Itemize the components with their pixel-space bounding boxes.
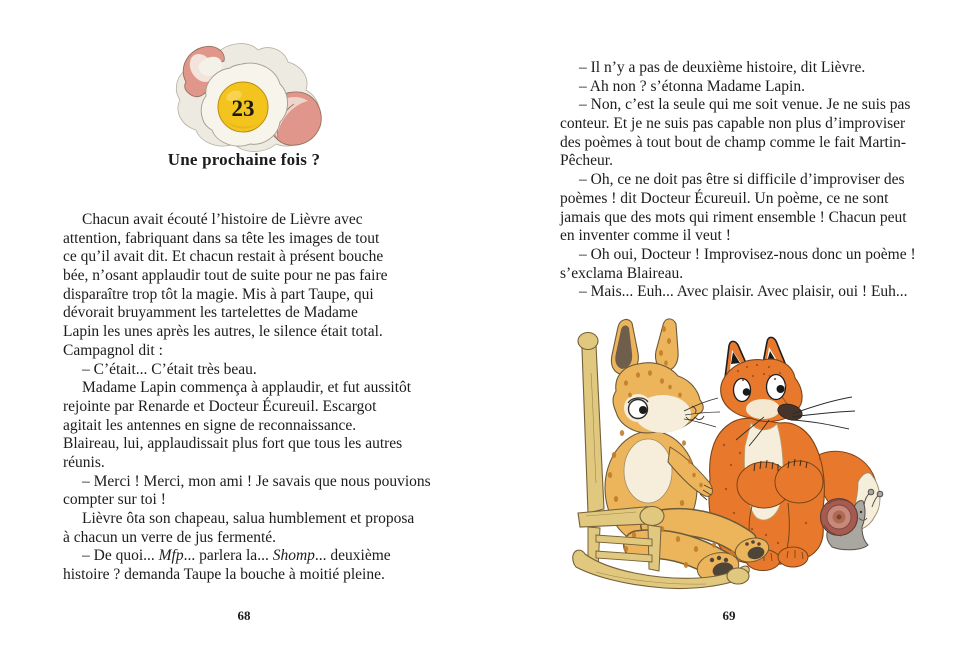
text-line: Lapin les unes après les autres, le silence était total. bbox=[63, 323, 383, 341]
text-line: réunis. bbox=[63, 453, 105, 471]
left-page-text bbox=[63, 211, 431, 585]
text-line: histoire ? demanda Taupe la bouche à moitié pleine. bbox=[63, 566, 385, 584]
chapter-title: Une prochaine fois ? bbox=[167, 150, 321, 169]
text-line: – Il n’y a pas de deuxième histoire, dit Lièvre. bbox=[579, 59, 866, 76]
text-line: s’exclama Blaireau. bbox=[560, 264, 684, 282]
chapter-egg-illustration bbox=[170, 38, 326, 154]
snail-shell bbox=[821, 499, 858, 537]
text-line: – Ah non ? s’étonna Madame Lapin. bbox=[579, 77, 805, 95]
text-line: rejointe par Renarde et Docteur Écureuil. Escargot bbox=[63, 397, 377, 415]
text-line: compter sur toi ! bbox=[63, 491, 166, 509]
text-line: des poèmes à tout bout de champ comme le fait Martin- bbox=[560, 133, 907, 151]
text-line: – C’était... C’était très beau. bbox=[82, 360, 257, 378]
text-line: agitait les antennes en signe de reconnaissance. bbox=[63, 416, 357, 434]
page-number-right: 69 bbox=[722, 608, 736, 623]
hare-belly bbox=[624, 439, 672, 503]
rocking-chair-back bbox=[578, 333, 604, 514]
text-line: Blaireau, lui, applaudissait plus fort que tous les autres bbox=[63, 435, 403, 453]
text-line: – Oh oui, Docteur ! Improvisez-nous donc un poème ! bbox=[579, 245, 916, 263]
text-line: conteur. Et je ne suis pas capable non plus d’improviser bbox=[560, 115, 906, 133]
chapter-number: 23 bbox=[231, 96, 255, 121]
text-line: – Mais... Euh... Avec plaisir. Avec plaisir, oui ! Euh... bbox=[579, 283, 908, 301]
text-line: Chacun avait écouté l’histoire de Lièvre avec bbox=[82, 211, 363, 228]
text-line: poèmes ! dit Docteur Écureuil. Un poème, ce ne sont bbox=[560, 189, 889, 207]
text-line: – De quoi... Mfp... parlera la... Shomp... deuxième bbox=[82, 547, 391, 565]
text-line: ce qu’il avait dit. Et chacun restait à présent bouche bbox=[63, 248, 384, 266]
text-line: attention, fabriquant dans sa tête les images de tout bbox=[63, 229, 380, 247]
text-line: à chacun un verre de jus fermenté. bbox=[63, 528, 277, 546]
page-number-left: 68 bbox=[237, 608, 251, 623]
text-line: bée, n’osant applaudir tout de suite pour ne pas faire bbox=[63, 267, 388, 285]
text-line: Campagnol dit : bbox=[63, 341, 163, 359]
text-line: jamais que des mots qui riment ensemble ! Chacun peut bbox=[560, 208, 907, 226]
egg-yolk bbox=[218, 82, 268, 132]
text-line: – Oh, ce ne doit pas être si difficile d’improviser des bbox=[579, 171, 905, 189]
text-line: – Non, c’est la seule qui me soit venue. Je ne suis pas bbox=[579, 96, 911, 114]
text-line: disparaître trop tôt la magie. Mis à part Taupe, qui bbox=[63, 285, 374, 303]
text-line: Pêcheur. bbox=[560, 152, 613, 170]
text-line: dévorait bruyamment les tartelettes de Madame bbox=[63, 304, 358, 322]
hare-fox-snail-illustration bbox=[566, 313, 892, 593]
text-line: Madame Lapin commença à applaudir, et fut aussitôt bbox=[82, 379, 412, 397]
text-line: – Merci ! Merci, mon ami ! Je savais que nous pouvions bbox=[82, 472, 431, 490]
text-line: Lièvre ôta son chapeau, salua humblement et proposa bbox=[82, 510, 415, 527]
text-line: en inventer comme il veut ! bbox=[560, 227, 731, 245]
right-page-text bbox=[560, 59, 916, 302]
